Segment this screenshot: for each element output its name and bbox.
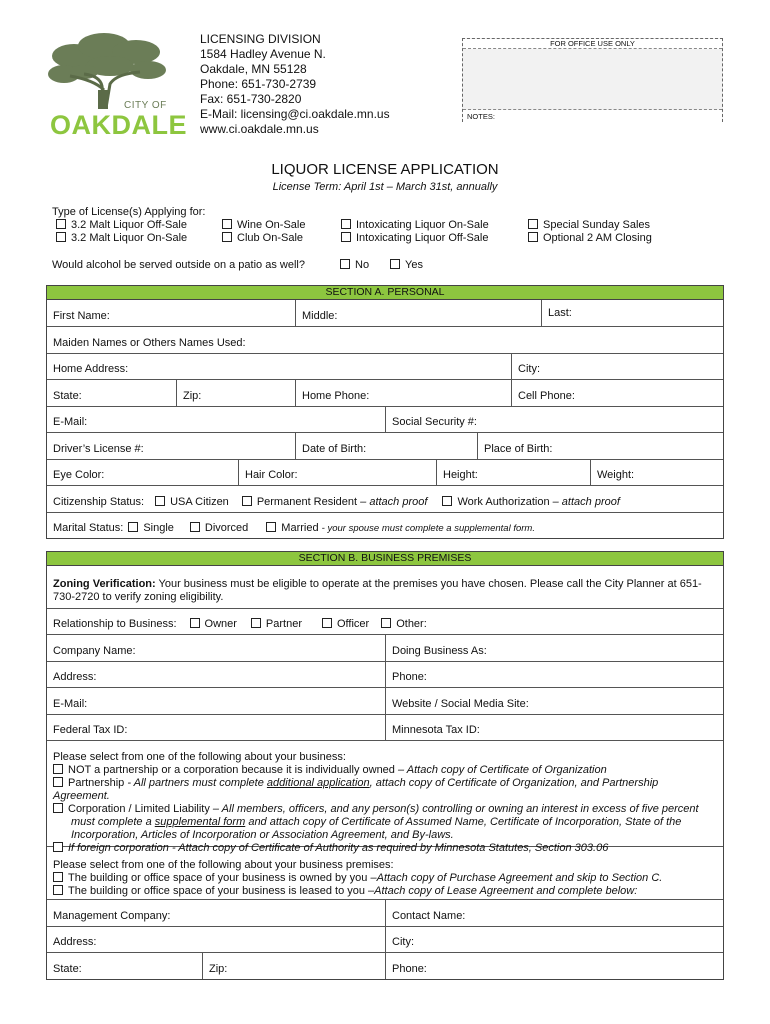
office-notes-label: NOTES: (463, 110, 722, 123)
checkbox-icon[interactable] (341, 232, 351, 242)
owner-option[interactable]: Owner (190, 618, 237, 630)
maiden-names-field[interactable]: Maiden Names or Others Names Used: (53, 337, 246, 349)
license-option[interactable]: Special Sunday Sales (528, 219, 652, 232)
management-zip-field[interactable]: Zip: (202, 953, 385, 979)
relationship-row: Relationship to Business: Owner Partner Officer Other: (53, 618, 427, 630)
premises-option[interactable]: The building or office space of your business is owned by you –Attach copy of Purchase Agreement and skip to Section C. (53, 872, 717, 885)
business-type-option[interactable]: Corporation / Limited Liability – All members, officers, and any person(s) controlling or owning an interest in excess of five percent (53, 803, 717, 816)
checkbox-icon[interactable] (53, 885, 63, 895)
checkbox-icon[interactable] (190, 618, 200, 628)
dba-field[interactable]: Doing Business As: (385, 635, 723, 661)
checkbox-icon[interactable] (528, 219, 538, 229)
partner-option[interactable]: Partner (251, 618, 302, 630)
contact-block (200, 32, 390, 137)
management-phone-field[interactable]: Phone: (385, 953, 723, 979)
other-option[interactable]: Other: (381, 618, 427, 630)
license-option[interactable]: Intoxicating Liquor Off-Sale (341, 232, 489, 245)
city-field[interactable]: City: (511, 354, 723, 379)
premises-option[interactable]: The building or office space of your business is leased to you –Attach copy of Lease Agreement and complete below: (53, 885, 717, 898)
management-address-field[interactable]: Address: (53, 936, 97, 948)
checkbox-icon[interactable] (56, 219, 66, 229)
married-option[interactable]: Married - your spouse must complete a supplemental form. (266, 522, 535, 534)
officer-option[interactable]: Officer (322, 618, 369, 630)
email: E-Mail: licensing@ci.oakdale.mn.us (200, 107, 390, 121)
license-option[interactable]: 3.2 Malt Liquor Off-Sale (56, 219, 187, 232)
single-option[interactable]: Single (128, 522, 174, 534)
business-address-field[interactable]: Address: (53, 671, 97, 683)
section-a (46, 285, 724, 539)
checkbox-icon[interactable] (53, 803, 63, 813)
patio-no[interactable]: No (340, 259, 369, 271)
logo-city-of: CITY OF (124, 100, 167, 111)
license-option[interactable]: Club On-Sale (222, 232, 305, 245)
business-phone-field[interactable]: Phone: (385, 662, 723, 687)
office-notes-area[interactable] (463, 49, 722, 110)
license-term: License Term: April 1st – March 31st, annually (272, 181, 498, 193)
section-b (46, 551, 724, 980)
checkbox-icon[interactable] (128, 522, 138, 532)
management-company-field[interactable]: Management Company: (53, 910, 171, 922)
checkbox-icon[interactable] (53, 764, 63, 774)
premises-options: Please select from one of the following about your business premises: The building or office space of your business is owned by you –Attach copy of Purchase Agreement and skip to Section C. The building or office space of your business is leased to you –Attach copy of Lease Agreement and complete below: (47, 847, 723, 900)
mn-tax-field[interactable]: Minnesota Tax ID: (385, 715, 723, 740)
checkbox-icon[interactable] (53, 872, 63, 882)
business-type-options: Please select from one of the following about your business: NOT a partnership or a corporation because it is individually owned – Attach copy of Certificate of Organization Partnership - All partners must complete additional application, attach copy of Certificate of Organization, and Partnership Agreement. Corporation / Limited Liability – All members, officers, and any person(s) controlling or owning an interest in excess of five percent must complete a supplemental form and attach copy of Certificate of Assumed Name, Certificate of Incorporation, State of the Incorporation, Articles of Incorporation or Association Agreement, and By-laws. If foreign corporation - Attach copy of Certificate of Authority as required by Minnesota Statutes, Section 303.06 (47, 741, 723, 847)
work-auth-option[interactable]: Work Authorization – attach proof (442, 496, 619, 508)
business-email-field[interactable]: E-Mail: (53, 698, 88, 710)
zoning-verification: Zoning Verification: Your business must be eligible to operate at the premises you have chosen. Please call the City Planner at 651-730-2720 to verify zoning eligibility. (47, 566, 723, 609)
license-type-label: Type of License(s) Applying for: (52, 206, 206, 218)
license-option[interactable]: 3.2 Malt Liquor On-Sale (56, 232, 187, 245)
citizen-option[interactable]: USA Citizen (155, 496, 229, 508)
marital-row: Marital Status: Single Divorced Married - your spouse must complete a supplemental form. (53, 522, 535, 534)
license-option[interactable]: Wine On-Sale (222, 219, 305, 232)
section-a-header: SECTION A. PERSONAL (47, 286, 723, 300)
checkbox-icon[interactable] (222, 219, 232, 229)
licensing-division: LICENSING DIVISION (200, 32, 321, 46)
perm-resident-option[interactable]: Permanent Resident – attach proof (242, 496, 428, 508)
tree-icon (44, 30, 170, 110)
cell-phone-field[interactable]: Cell Phone: (511, 380, 723, 406)
office-use-title: FOR OFFICE USE ONLY (463, 39, 722, 49)
business-type-option[interactable]: If foreign corporation - Attach copy of Certificate of Authority as required by Minnesota Statutes, Section 303.06 (53, 842, 717, 855)
middle-name-field[interactable]: Middle: (295, 300, 541, 326)
website-field[interactable]: Website / Social Media Site: (385, 688, 723, 714)
citizenship-row: Citizenship Status: USA Citizen Permanent Resident – attach proof Work Authorization – attach proof (53, 496, 620, 508)
fax: Fax: 651-730-2820 (200, 92, 302, 106)
hair-color-field[interactable]: Hair Color: (238, 460, 436, 485)
patio-yes[interactable]: Yes (390, 259, 423, 271)
home-address-field[interactable]: Home Address: (53, 363, 129, 375)
checkbox-icon[interactable] (190, 522, 200, 532)
contact-name-field[interactable]: Contact Name: (385, 900, 723, 926)
checkbox-icon[interactable] (340, 259, 350, 269)
additional-application-link[interactable]: additional application (266, 777, 370, 789)
checkbox-icon[interactable] (251, 618, 261, 628)
height-field[interactable]: Height: (436, 460, 590, 485)
checkbox-icon[interactable] (155, 496, 165, 506)
business-type-option[interactable]: NOT a partnership or a corporation because it is individually owned – Attach copy of Certificate of Organization (53, 764, 717, 777)
last-name-field[interactable]: Last: (541, 300, 723, 326)
eye-color-field[interactable]: Eye Color: (53, 469, 105, 481)
patio-question: Would alcohol be served outside on a patio as well? (52, 259, 305, 271)
website: www.ci.oakdale.mn.us (200, 122, 319, 136)
checkbox-icon[interactable] (341, 219, 351, 229)
zip-field[interactable]: Zip: (176, 380, 295, 406)
state-field[interactable]: State: (53, 390, 82, 402)
management-city-field[interactable]: City: (385, 927, 723, 952)
city-logo (44, 30, 187, 140)
management-state-field[interactable]: State: (53, 963, 82, 975)
federal-tax-field[interactable]: Federal Tax ID: (53, 724, 128, 736)
page-title: LIQUOR LICENSE APPLICATION (271, 161, 499, 178)
email-field[interactable]: E-Mail: (53, 416, 88, 428)
checkbox-icon[interactable] (242, 496, 252, 506)
first-name-field[interactable]: First Name: (53, 310, 110, 322)
checkbox-icon[interactable] (442, 496, 452, 506)
ssn-field[interactable]: Social Security #: (385, 407, 723, 432)
checkbox-icon[interactable] (381, 618, 391, 628)
home-phone-field[interactable]: Home Phone: (295, 380, 511, 406)
logo-name: OAKDALE (50, 110, 187, 140)
address-line-2: Oakdale, MN 55128 (200, 62, 307, 76)
supplemental-form-link[interactable]: supplemental form (154, 816, 246, 828)
checkbox-icon[interactable] (528, 232, 538, 242)
address-line-1: 1584 Hadley Avenue N. (200, 47, 326, 61)
checkbox-icon[interactable] (266, 522, 276, 532)
business-type-option[interactable]: Partnership - All partners must complete additional application, attach copy of Certificate of Organization, and Partnership Agreement. (53, 777, 659, 802)
license-option[interactable]: Intoxicating Liquor On-Sale (341, 219, 489, 232)
license-option[interactable]: Optional 2 AM Closing (528, 232, 652, 245)
checkbox-icon[interactable] (222, 232, 232, 242)
checkbox-icon[interactable] (56, 232, 66, 242)
dob-field[interactable]: Date of Birth: (295, 433, 477, 459)
office-use-box (462, 38, 723, 122)
divorced-option[interactable]: Divorced (190, 522, 248, 534)
drivers-license-field[interactable]: Driver’s License #: (53, 443, 144, 455)
checkbox-icon[interactable] (53, 777, 63, 787)
checkbox-icon[interactable] (322, 618, 332, 628)
pob-field[interactable]: Place of Birth: (477, 433, 723, 459)
phone: Phone: 651-730-2739 (200, 77, 317, 91)
checkbox-icon[interactable] (390, 259, 400, 269)
weight-field[interactable]: Weight: (590, 460, 723, 485)
company-name-field[interactable]: Company Name: (53, 645, 136, 657)
section-b-header: SECTION B. BUSINESS PREMISES (47, 552, 723, 566)
